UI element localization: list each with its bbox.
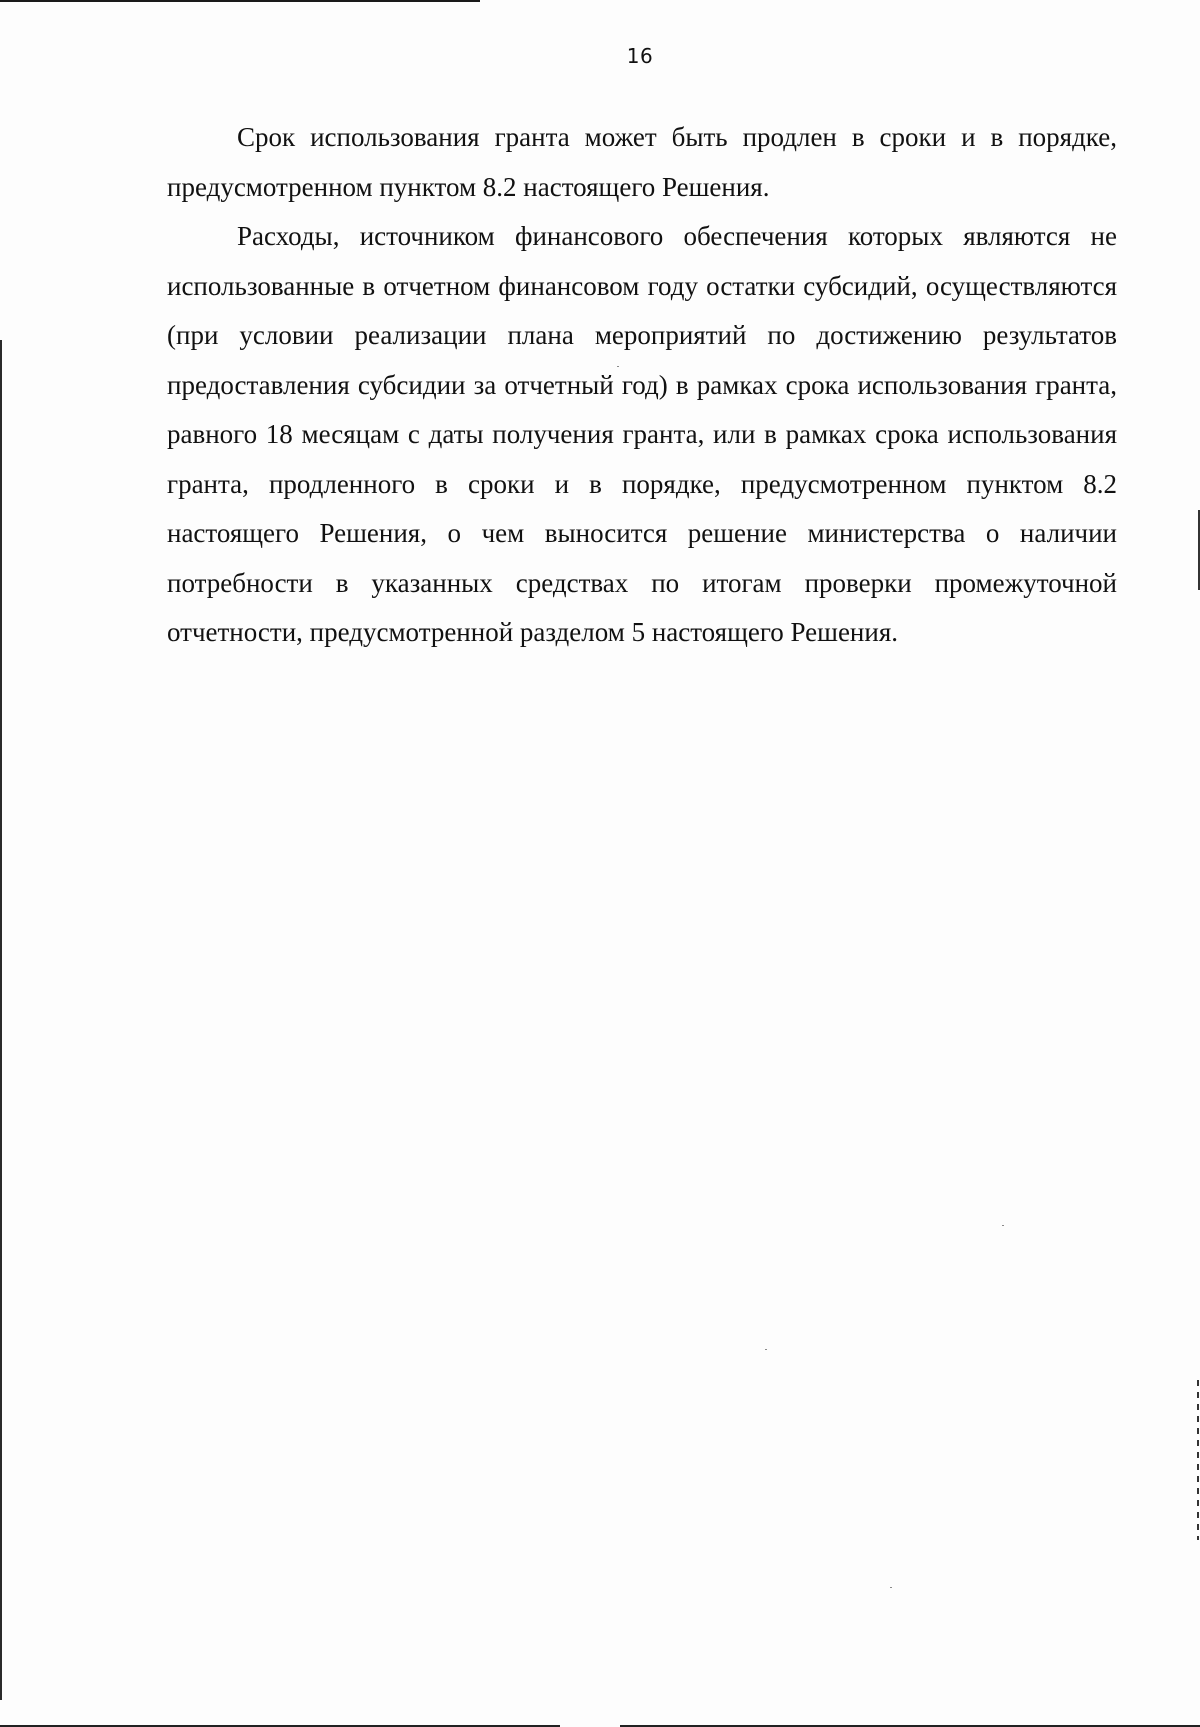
scan-edge-right-lower [1197,1380,1199,1540]
scan-speck [1002,1225,1004,1226]
scan-speck [765,1349,767,1350]
paragraph-grant-extension: Срок использования гранта может быть продлен в сроки и в порядке, предусмотренном пунктом 8.2 настоящего Решения. [167,122,1117,202]
document-body [167,113,1117,658]
scan-speck [890,1587,892,1588]
paragraph-expenses: Расходы, источником финансового обеспечения которых являются не использованные в отчетном финансовом году остатки субсидий, осуществляются (при условии реализации плана мероприятий по достижению результатов предоставления субсидии за отчетный год) в рамках срока использования гранта, равного 18 месяцам с даты получения гранта, или в рамках срока использования гранта, продленного в сроки и в порядке, предусмотренном пунктом 8.2 настоящего Решения, о чем выносится решение министерства о наличии потребности в указанных средствах по итогам проверки промежуточной отчетности, предусмотренной разделом 5 настоящего Решения. [167,221,1117,647]
scan-edge-left [0,340,2,1700]
scan-edge-top [0,0,480,2]
page-number: 16 [626,44,654,68]
